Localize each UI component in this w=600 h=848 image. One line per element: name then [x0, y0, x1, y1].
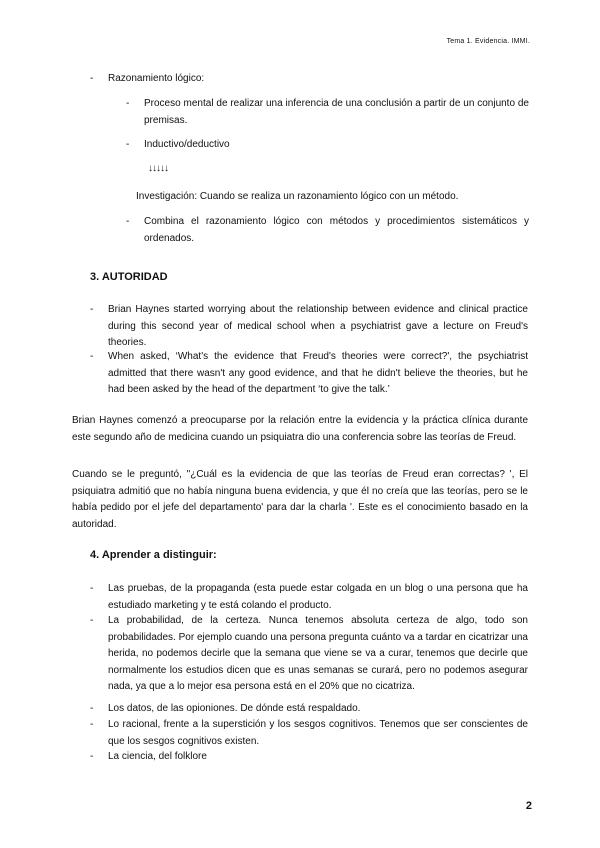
sub-bullet-dash: - — [126, 216, 130, 227]
distinguir-item: Los datos, de las opioniones. De dónde está respaldado. — [108, 703, 361, 714]
bullet-dash: - — [90, 73, 94, 84]
bullet-dash: - — [90, 615, 94, 626]
bullet-dash: - — [90, 703, 94, 714]
sub-bullet-proceso-mental: Proceso mental de realizar una inferencia de una conclusión a partir de un conjunto de premisas. — [144, 98, 529, 126]
autoridad-paragraph-2: Cuando se le preguntó, "¿Cuál es la evidencia de que las teorías de Freud eran correctas? ', El psiquiatra admitió que no había ninguna buena evidencia, y que él no creía que las teorías, pero se le había pedido por el jefe del departamento' para dar la charla '. Este es el conocimiento basado en la autoridad. — [72, 469, 528, 530]
bullet-dash: - — [90, 583, 94, 594]
autoridad-bullet-1: Brian Haynes started worrying about the relationship between evidence and clinical practice during this second year of medical school when a psychiatrist gave a lecture on Freud's theories. — [108, 304, 528, 348]
down-arrows-icon: ↓↓↓↓↓ — [148, 163, 168, 174]
distinguir-item: Las pruebas, de la propaganda (esta puede estar colgada en un blog o una persona que ha estudiado marketing y te está colando el producto. — [108, 583, 528, 611]
bullet-razonamiento: Razonamiento lógico: — [108, 73, 205, 84]
distinguir-item: La probabilidad, de la certeza. Nunca tenemos absoluta certeza de algo, todo son probabilidades. Por ejemplo cuando una persona pregunta cuánto va a tardar en cicatrizar una herida, no podemos decirle que la semana que viene se va a curar, tenemos que decirle que normalmente los estudios dicen que es unas semanas se curará, pero no podemos asegurar nada, ya que a lo mejor esa persona está en el 20% que no cicatriza. — [108, 615, 528, 692]
sub-bullet-dash: - — [126, 98, 130, 109]
bullet-dash: - — [90, 351, 94, 362]
bullet-dash: - — [90, 751, 94, 762]
page-number: 2 — [525, 800, 532, 812]
investigacion-line: Investigación: Cuando se realiza un razonamiento lógico con un método. — [136, 191, 459, 202]
bullet-dash: - — [90, 719, 94, 730]
autoridad-paragraph-1: Brian Haynes comenzó a preocuparse por la relación entre la evidencia y la práctica clínica durante este segundo año de medicina cuando un psiquiatra dio una conferencia sobre las teorías de Freud. — [72, 415, 528, 443]
distinguir-item: Lo racional, frente a la superstición y los sesgos cognitivos. Tenemos que ser conscientes de que los sesgos cognitivos existen. — [108, 719, 528, 747]
sub-bullet-combina: Combina el razonamiento lógico con métodos y procedimientos sistemáticos y ordenados. — [144, 216, 529, 244]
sub-bullet-inductivo: Inductivo/deductivo — [144, 139, 230, 150]
section-heading-autoridad: 3. AUTORIDAD — [90, 271, 168, 283]
section-heading-distinguir: 4. Aprender a distinguir: — [90, 549, 217, 561]
distinguir-item: La ciencia, del folklore — [108, 751, 207, 762]
bullet-dash: - — [90, 304, 94, 315]
sub-bullet-dash: - — [126, 139, 130, 150]
running-header: Tema 1. Evidencia. IMMI. — [446, 38, 530, 45]
autoridad-bullet-2: When asked, ‘What's the evidence that Freud's theories were correct?', the psychiatrist admitted that there wasn't any good evidence, and that he didn't believe the theories, but he had been asked by the head of the department ‘to give the talk.’ — [108, 351, 528, 395]
